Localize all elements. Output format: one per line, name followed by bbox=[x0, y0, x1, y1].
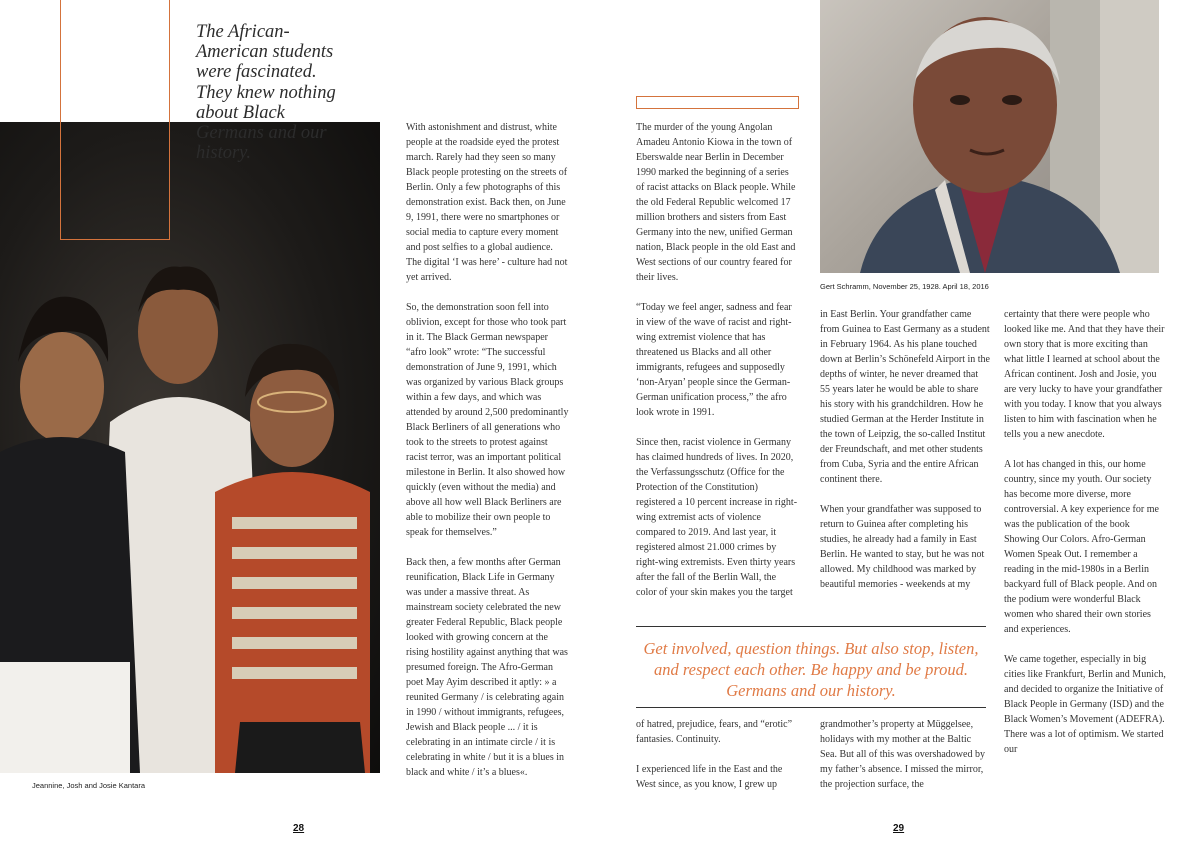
paragraph: grandmother’s property at Müggelsee, holidays with my mother at the Baltic Sea. But all of this was overshadowed by my father’s absence. I missed the mirror, the projection surface, the bbox=[820, 719, 985, 790]
paragraph: We came together, especially in big cities like Frankfurt, Berlin and Munich, and decided to organize the Initiative of Black People in Germany (ISD) and the Black Women’s Movement (ADEFRA). There was a lot of optimism. We started our bbox=[1004, 654, 1166, 755]
paragraph: in East Berlin. Your grandfather came from Guinea to East Germany as a student in February 1964. As his plane touched down at Berlin’s Schönefeld Airport in the depths of winter, he never dreamed that 55 years later he would be able to share his story with his grandchildren. How he studied German at the Herder Institute in the town of Leipzig, the so-called Institut der Freundschaft, and met other students from Cuba, Syria and the entire African continent there. bbox=[820, 309, 990, 485]
decorative-box bbox=[636, 96, 799, 109]
paragraph: So, the demonstration soon fell into oblivion, except for those who took part in it. The Black German newspaper “afro look” wrote: “The successful demonstration of June 9, 1991, which was organized by various Black groups within a few days, and which was attended by around 2,500 predominantly Black Berliners of all generations who took to the streets to protest against racist terror, was an important political milestone in Berlin. It also showed how quickly (even without the media) and above all how well Black Berliners are able to mobilize their own people to speak for themselves.” bbox=[406, 302, 569, 538]
paragraph: The murder of the young Angolan Amadeu Antonio Kiowa in the town of Eberswalde near Berlin in December 1990 marked the beginning of a series of racist attacks on Black people. While the old Federal Republic welcomed 17 million brothers and sisters from East Germany into the new, unified German nation, Black people in the old East and West sections of our country feared for their lives. bbox=[636, 122, 796, 283]
paragraph: certainty that there were people who looked like me. And that they have their own story that is more exciting than what little I learned at school about the African continent. Josh and Josie, you are very lucky to have your grandfather with you today. I know that you always listen to him with fascination when he tells you a new anecdote. bbox=[1004, 309, 1165, 440]
photo-caption-family: Jeannine, Josh and Josie Kantara bbox=[32, 781, 145, 790]
decorative-frame bbox=[60, 0, 170, 240]
page-number-right: 29 bbox=[893, 823, 905, 834]
pull-quote-center: Get involved, question things. But also stop, listen, and respect each other. Be happy and be proud. Germans and our history. bbox=[643, 639, 979, 700]
photo-caption-portrait: Gert Schramm, November 25, 1928. April 18, 2016 bbox=[820, 282, 989, 291]
article-column-4 bbox=[1004, 307, 1166, 757]
paragraph: of hatred, prejudice, fears, and “erotic” fantasies. Continuity. bbox=[636, 719, 793, 745]
paragraph: With astonishment and distrust, white people at the roadside eyed the protest march. Rarely had they seen so many Black people protesting on the streets of Berlin. Only a few photographs of this demonstration exist. Back then, on June 9, 1991, there were no smartphones or social media to capture every moment and post selfies to a global audience. The digital ‘I was here’ - culture had not yet arrived. bbox=[406, 122, 568, 283]
paragraph: Since then, racist violence in Germany has claimed hundreds of lives. In 2020, the Verfassungsschutz (Office for the Protection of the Constitution) registered a 10 percent increase in right-wing extremist acts of violence compared to 2019. And last year, it registered almost 21.000 crimes by right-wing extremists. Even thirty years after the fall of the Berlin Wall, the color of your skin makes you the target bbox=[636, 437, 798, 598]
pull-quote-left: The African-American students were fascinated. They knew nothing about Black Germans and our history. bbox=[196, 22, 336, 164]
paragraph: A lot has changed in this, our home country, since my youth. Our society has become more diverse, more controversial. A key experience for me was the publication of the book Showing Our Colors. Afro-German Women Speak Out. I remember a reading in the mid-1980s in a Berlin backyard full of Black people. And on the podium were wonderful Black women who shared their own stories and experiences. bbox=[1004, 459, 1159, 635]
portrait-photo bbox=[820, 0, 1159, 273]
quote-rule-top bbox=[636, 626, 986, 627]
paragraph: Back then, a few months after German reunification, Black Life in Germany was under a massive threat. As mainstream society celebrated the new greater Federal Republic, Black people looked with growing concern at the rising hostility against anything that was presumed foreign. The Afro-German poet May Ayim described it aptly: » a reunited Germany / is celebrating again in 1990 / without immigrants, refugees, Jewish and Black people ... / it is celebrating in an intimate circle / it is celebrating in white / but it is a blues in black and white / it’s a blues«. bbox=[406, 557, 568, 778]
portrait-illustration bbox=[820, 0, 1159, 273]
paragraph: When your grandfather was supposed to return to Guinea after completing his studies, he already had a family in East Berlin. He wanted to stay, but he was not allowed. My childhood was marked by beautiful memories - weekends at my bbox=[820, 504, 985, 590]
article-column-5 bbox=[636, 717, 799, 792]
paragraph: “Today we feel anger, sadness and fear in view of the wave of racist and right-wing extremist violence that has threatened us Blacks and all other immigrants, refugees and supposedly ‘non-Aryan’ people since the German-German unification process,” the afro look wrote in 1991. bbox=[636, 302, 792, 418]
quote-rule-bottom bbox=[636, 707, 986, 708]
article-column-3 bbox=[820, 307, 990, 592]
family-photo bbox=[0, 122, 380, 773]
article-column-1 bbox=[406, 120, 569, 780]
article-column-2 bbox=[636, 120, 799, 600]
article-column-6 bbox=[820, 717, 990, 792]
page-number-left: 28 bbox=[293, 823, 305, 834]
paragraph: I experienced life in the East and the West since, as you know, I grew up bbox=[636, 764, 783, 790]
family-photo-illustration bbox=[0, 122, 380, 773]
